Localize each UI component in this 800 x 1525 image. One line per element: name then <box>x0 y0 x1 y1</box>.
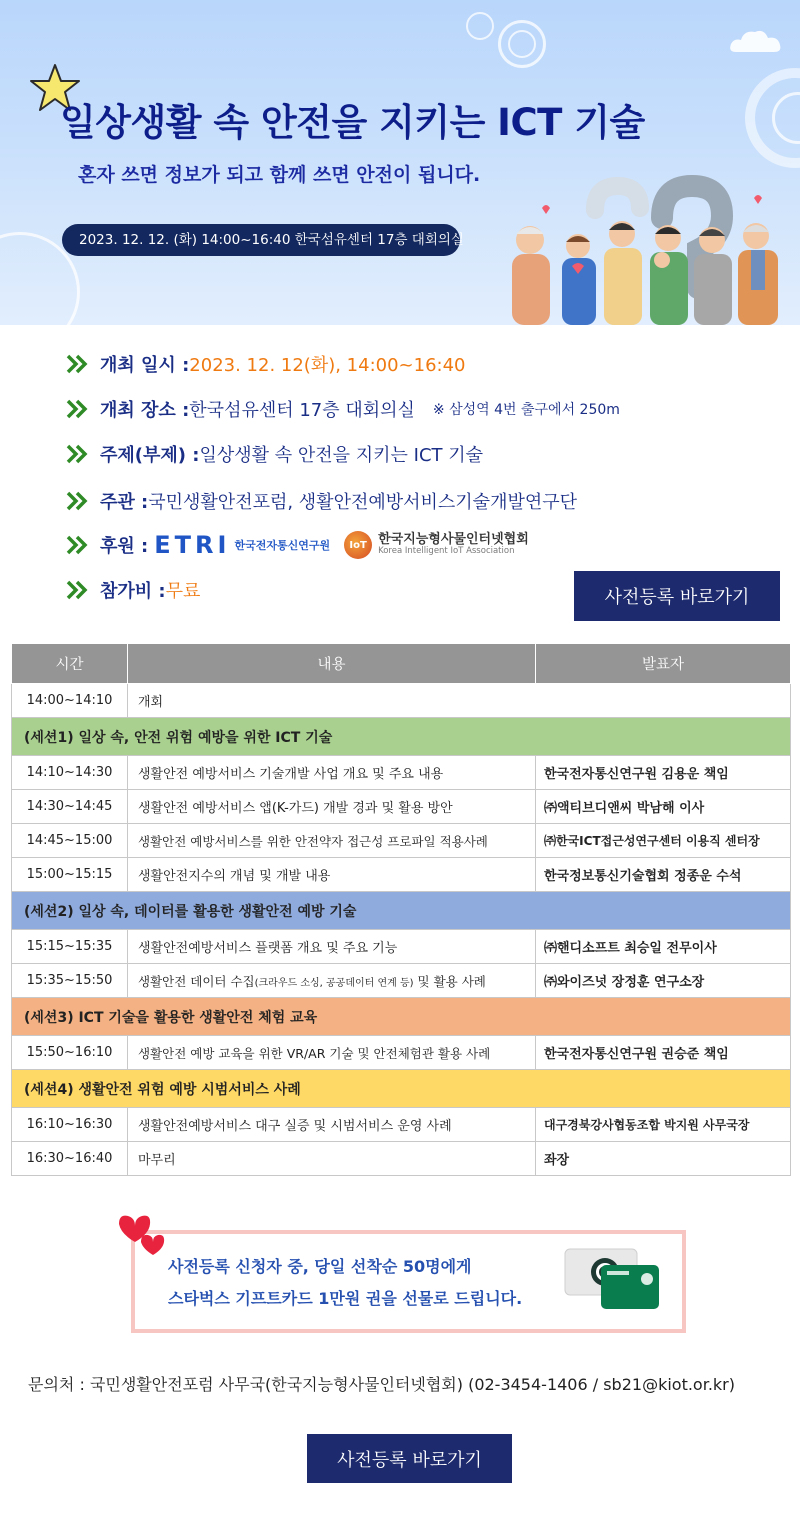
cell-speaker: ㈜핸디소프트 최승일 전무이사 <box>536 930 791 964</box>
info-sponsor <box>66 528 529 562</box>
schedule-table <box>11 643 791 1176</box>
cell-content: 생활안전 예방 교육을 위한 VR/AR 기술 및 안전체험관 활용 사례 <box>128 1036 536 1070</box>
info-venue-label: 개최 장소 : <box>100 400 190 421</box>
decor-circle <box>508 30 536 58</box>
register-button-bottom[interactable]: 사전등록 바로가기 <box>307 1434 512 1483</box>
table-row <box>12 930 791 964</box>
cell-speaker: 한국정보통신기술협회 정종운 수석 <box>536 858 791 892</box>
cell-content: 마무리 <box>128 1142 536 1176</box>
cell-speaker: ㈜액티브디앤씨 박남해 이사 <box>536 790 791 824</box>
cell-speaker: 한국전자통신연구원 김용운 책임 <box>536 756 791 790</box>
cell-content <box>128 964 536 998</box>
cell-time: 16:10~16:30 <box>12 1108 128 1142</box>
session-row <box>12 892 791 930</box>
column-header-content: 내용 <box>128 644 536 684</box>
cell-speaker: 한국전자통신연구원 권승준 책임 <box>536 1036 791 1070</box>
etri-name: 한국전자통신연구원 <box>234 539 331 552</box>
heart-icon <box>115 1212 171 1260</box>
session-row <box>12 718 791 756</box>
info-sponsor-label: 후원 : <box>100 536 149 557</box>
info-fee <box>66 573 200 607</box>
info-fee-value: 무료 <box>165 581 201 602</box>
kiot-logo-icon: IoT <box>344 531 372 559</box>
date-venue-badge: 2023. 12. 12. (화) 14:00~16:40 한국섬유센터 17층 대회의실 <box>62 224 460 256</box>
cell-time: 15:35~15:50 <box>12 964 128 998</box>
table-row <box>12 756 791 790</box>
cell-content: 생활안전 예방서비스 기술개발 사업 개요 및 주요 내용 <box>128 756 536 790</box>
cell-time: 15:15~15:35 <box>12 930 128 964</box>
gift-card-icon <box>563 1245 661 1317</box>
chevron-right-icon <box>66 535 88 555</box>
header-banner <box>0 0 800 325</box>
info-fee-label: 참가비 : <box>100 581 166 602</box>
cell-time: 14:45~15:00 <box>12 824 128 858</box>
info-date <box>66 347 466 381</box>
info-theme-value: 일상생활 속 안전을 지키는 ICT 기술 <box>199 445 484 466</box>
contact-info: 문의처 : 국민생활안전포럼 사무국(한국지능형사물인터넷협회) (02-3454-1406 / sb21@kiot.or.kr) <box>28 1375 736 1394</box>
people-illustration <box>500 168 800 325</box>
table-row <box>12 964 791 998</box>
gift-line-2: 스타벅스 기프트카드 1만원 권을 선물로 드립니다. <box>168 1289 523 1308</box>
register-button-top[interactable]: 사전등록 바로가기 <box>574 571 780 621</box>
decor-circle <box>466 12 494 40</box>
column-header-time: 시간 <box>12 644 128 684</box>
info-theme-label: 주제(부제) : <box>100 445 200 466</box>
table-row <box>12 1142 791 1176</box>
table-row <box>12 790 791 824</box>
gift-line-1: 사전등록 신청자 중, 당일 선착순 50명에게 <box>168 1257 472 1276</box>
session-title: (세션2) 일상 속, 데이터를 활용한 생활안전 예방 기술 <box>12 892 791 930</box>
etri-logo: ETRI <box>154 531 231 559</box>
cell-content: 생활안전예방서비스 대구 실증 및 시범서비스 운영 사례 <box>128 1108 536 1142</box>
info-date-value: 2023. 12. 12(화), 14:00~16:40 <box>189 355 466 376</box>
sponsor-logos <box>154 531 529 559</box>
session-title: (세션1) 일상 속, 안전 위험 예방을 위한 ICT 기술 <box>12 718 791 756</box>
cell-time: 14:00~14:10 <box>12 684 128 718</box>
session-title: (세션4) 생활안전 위험 예방 시범서비스 사례 <box>12 1070 791 1108</box>
chevron-right-icon <box>66 444 88 464</box>
session-title: (세션3) ICT 기술을 활용한 생활안전 체험 교육 <box>12 998 791 1036</box>
page-subtitle: 혼자 쓰면 정보가 되고 함께 쓰면 안전이 됩니다. <box>78 164 481 186</box>
cell-content: 생활안전 예방서비스를 위한 안전약자 접근성 프로파일 적용사례 <box>128 824 536 858</box>
info-venue-value: 한국섬유센터 17층 대회의실 <box>189 400 415 421</box>
info-venue-note: ※ 삼성역 4번 출구에서 250m <box>432 402 620 418</box>
chevron-right-icon <box>66 354 88 374</box>
page-title: 일상생활 속 안전을 지키는 ICT 기술 <box>60 101 645 144</box>
session-row <box>12 1070 791 1108</box>
cell-time: 16:30~16:40 <box>12 1142 128 1176</box>
session-row <box>12 998 791 1036</box>
content-text: 생활안전 데이터 수집 <box>138 973 255 989</box>
cell-time: 15:00~15:15 <box>12 858 128 892</box>
cell-content: 생활안전 예방서비스 앱(K-가드) 개발 경과 및 활용 방안 <box>128 790 536 824</box>
info-venue <box>66 392 620 426</box>
info-theme <box>66 437 483 471</box>
table-row <box>12 824 791 858</box>
cell-speaker: ㈜한국ICT접근성연구센터 이용직 센터장 <box>536 824 791 858</box>
kiot-name-en: Korea Intelligent IoT Association <box>378 546 515 557</box>
cloud-icon <box>728 28 783 54</box>
column-header-speaker: 발표자 <box>536 644 791 684</box>
table-row <box>12 1036 791 1070</box>
content-text: 및 활용 사례 <box>413 973 486 989</box>
info-host-value: 국민생활안전포럼, 생활안전예방서비스기술개발연구단 <box>148 492 578 513</box>
cell-content: 생활안전지수의 개념 및 개발 내용 <box>128 858 536 892</box>
table-row <box>12 684 791 718</box>
table-row <box>12 1108 791 1142</box>
cell-speaker: ㈜와이즈넛 장정훈 연구소장 <box>536 964 791 998</box>
cell-content: 생활안전예방서비스 플랫폼 개요 및 주요 기능 <box>128 930 536 964</box>
chevron-right-icon <box>66 399 88 419</box>
chevron-right-icon <box>66 580 88 600</box>
cell-speaker: 대구경북강사협동조합 박지원 사무국장 <box>536 1108 791 1142</box>
chevron-right-icon <box>66 491 88 511</box>
info-host-label: 주관 : <box>100 492 149 513</box>
kiot-logo-text <box>378 533 529 557</box>
table-header-row <box>12 644 791 684</box>
cell-time: 15:50~16:10 <box>12 1036 128 1070</box>
cell-content: 개회 <box>128 684 791 718</box>
info-date-label: 개최 일시 : <box>100 355 190 376</box>
cell-time: 14:30~14:45 <box>12 790 128 824</box>
table-row <box>12 858 791 892</box>
content-note: (크라우드 소싱, 공공데이터 연계 등) <box>254 977 414 989</box>
kiot-name: 한국지능형사물인터넷협회 <box>378 532 529 548</box>
cell-speaker: 좌장 <box>536 1142 791 1176</box>
info-host <box>66 484 577 518</box>
cell-time: 14:10~14:30 <box>12 756 128 790</box>
